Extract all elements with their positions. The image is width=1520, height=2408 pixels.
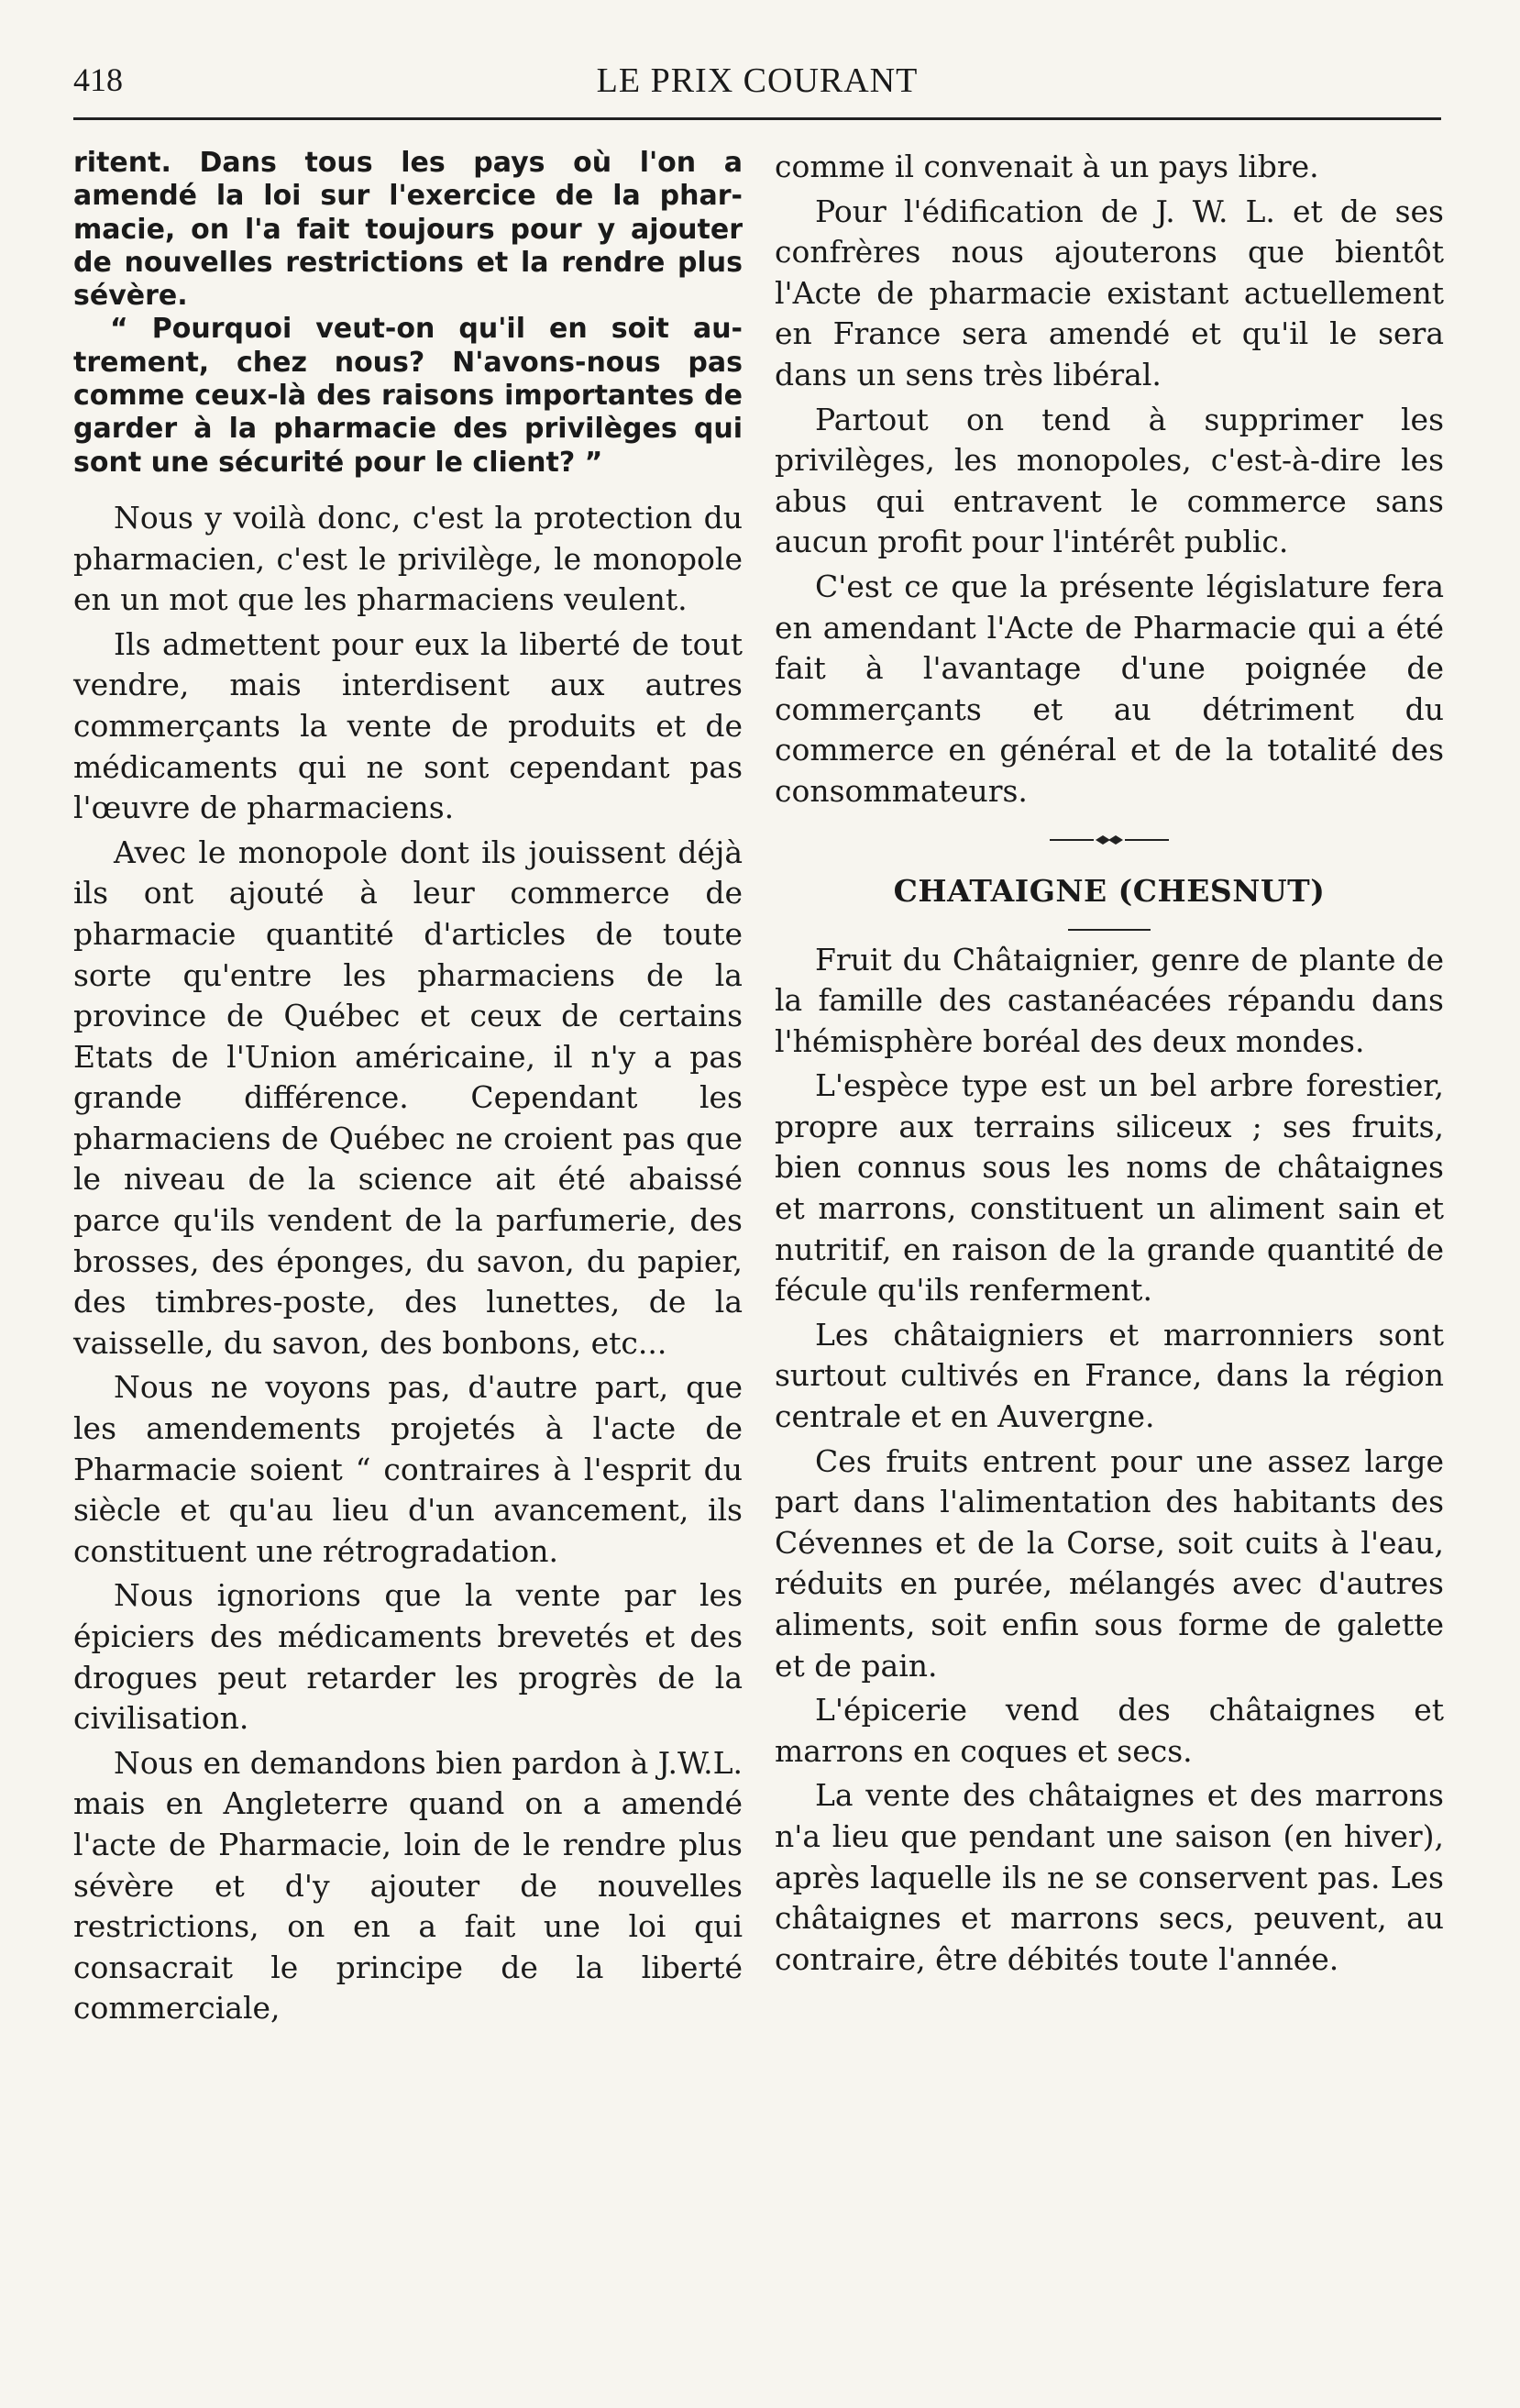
- body-paragraph: Nous en demandons bien pardon à J.W.L. mais en Angleterre quand on a amendé l'acte de Pharmacie, loin de le rendre plus sévère et d'y ajouter de nouvelles restrictions, on en a fait une loi qui consacrait le principe de la liberté commerciale,: [73, 1744, 743, 2027]
- section-rule: [1068, 929, 1151, 931]
- body-paragraph: Les châtaigniers et marronniers sont surtout cultivés en France, dans la région centrale et en Auvergne.: [775, 1316, 1444, 1435]
- section-ornament: [1050, 833, 1169, 847]
- header-rule: [73, 117, 1441, 120]
- quote-paragraph: ritent. Dans tous les pays où l'on a amendé la loi sur l'exercice de la pharmacie, on l'a fait toujours pour y ajouter de nouvelles restrictions et la rendre plus sévère.: [73, 147, 743, 313]
- body-paragraph: Nous y voilà donc, c'est la protection du pharmacien, c'est le privilège, le monopole en un mot que les pharmaciens veulent.: [73, 499, 743, 618]
- column-gutter: [754, 147, 755, 2338]
- body-paragraph: Fruit du Châtaignier, genre de plante de la famille des castanéacées répandu dans l'hémisphère boréal des deux mondes.: [775, 941, 1444, 1059]
- body-paragraph: Ils admettent pour eux la liberté de tout vendre, mais interdisent aux autres commerçants la vente de produits et de médicaments qui ne sont cependant pas l'œuvre de pharmaciens.: [73, 625, 743, 826]
- left-column: [73, 147, 743, 2029]
- body-paragraph: Pour l'édification de J. W. L. et de ses confrères nous ajouterons que bientôt l'Acte de pharmacie existant actuellement en France sera amendé et qu'il le sera dans un sens très libéral.: [775, 193, 1444, 392]
- body-paragraph: Nous ignorions que la vente par les épiciers des médicaments brevetés et des drogues peut retarder les progrès de la civilisation.: [73, 1577, 743, 1737]
- body-paragraph: Partout on tend à supprimer les privilèges, les monopoles, c'est-à-dire les abus qui entravent le commerce sans aucun profit pour l'intérêt public.: [775, 401, 1444, 560]
- body-paragraph: Nous ne voyons pas, d'autre part, que les amendements projetés à l'acte de Pharmacie soient “ contraires à l'esprit du siècle et qu'au lieu d'un avancement, ils constituent une rétrogradation.: [73, 1369, 743, 1569]
- section-title: CHATAIGNE (CHESNUT): [893, 872, 1326, 909]
- quoted-excerpt: [73, 147, 743, 480]
- body-paragraph: L'espèce type est un bel arbre forestier, propre aux terrains siliceux ; ses fruits, bien connus sous les noms de châtaignes et marrons, constituent un aliment sain et nutritif, en raison de la grande quantité de fécule qu'ils renferment.: [775, 1067, 1444, 1309]
- body-paragraph: L'épicerie vend des châtaignes et marrons en coques et secs.: [775, 1692, 1444, 1769]
- body-paragraph: Avec le monopole dont ils jouissent déjà ils ont ajouté à leur commerce de pharmacie quantité d'articles de toute sorte qu'entre les pharmaciens de la province de Québec et ceux de certains Etats de l'Union américaine, il n'y a pas grande différence. Cependant les pharmaciens de Québec ne croient pas que le niveau de la science ait été abaissé parce qu'ils vendent de la parfumerie, des brosses, des éponges, du savon, du papier, des timbres-poste, des lunettes, de la vaisselle, du savon, des bonbons, etc...: [73, 834, 743, 1361]
- page-number: 418: [73, 61, 123, 98]
- right-column: [775, 147, 1444, 1980]
- body-paragraph: comme il convenait à un pays libre.: [775, 149, 1319, 184]
- body-paragraph: La vente des châtaignes et des marrons n'a lieu que pendant une saison (en hiver), après laquelle ils ne se conservent pas. Les châtaignes et marrons secs, peuvent, au contraire, être débités toute l'année.: [775, 1777, 1444, 1977]
- body-paragraph: Ces fruits entrent pour une assez large part dans l'alimentation des habitants des Cévennes et de la Corse, soit cuits à l'eau, réduits en purée, mélangés avec d'autres aliments, soit enfin sous forme de galette et de pain.: [775, 1442, 1444, 1684]
- running-title: LE PRIX COURANT: [596, 61, 919, 100]
- body-paragraph: C'est ce que la présente législature fera en amendant l'Acte de Pharmacie qui a été fait à l'avantage d'une poignée de commerçants et au détriment du commerce en général et de la totalité des consommateurs.: [775, 568, 1444, 809]
- quote-paragraph: “ Pourquoi veut-on qu'il en soit autrement, chez nous? N'avons-nous pas comme ceux-là des raisons importantes de garder à la pharmacie des privilèges qui sont une sécurité pour le client? ”: [73, 313, 743, 479]
- page-header: [73, 57, 1441, 112]
